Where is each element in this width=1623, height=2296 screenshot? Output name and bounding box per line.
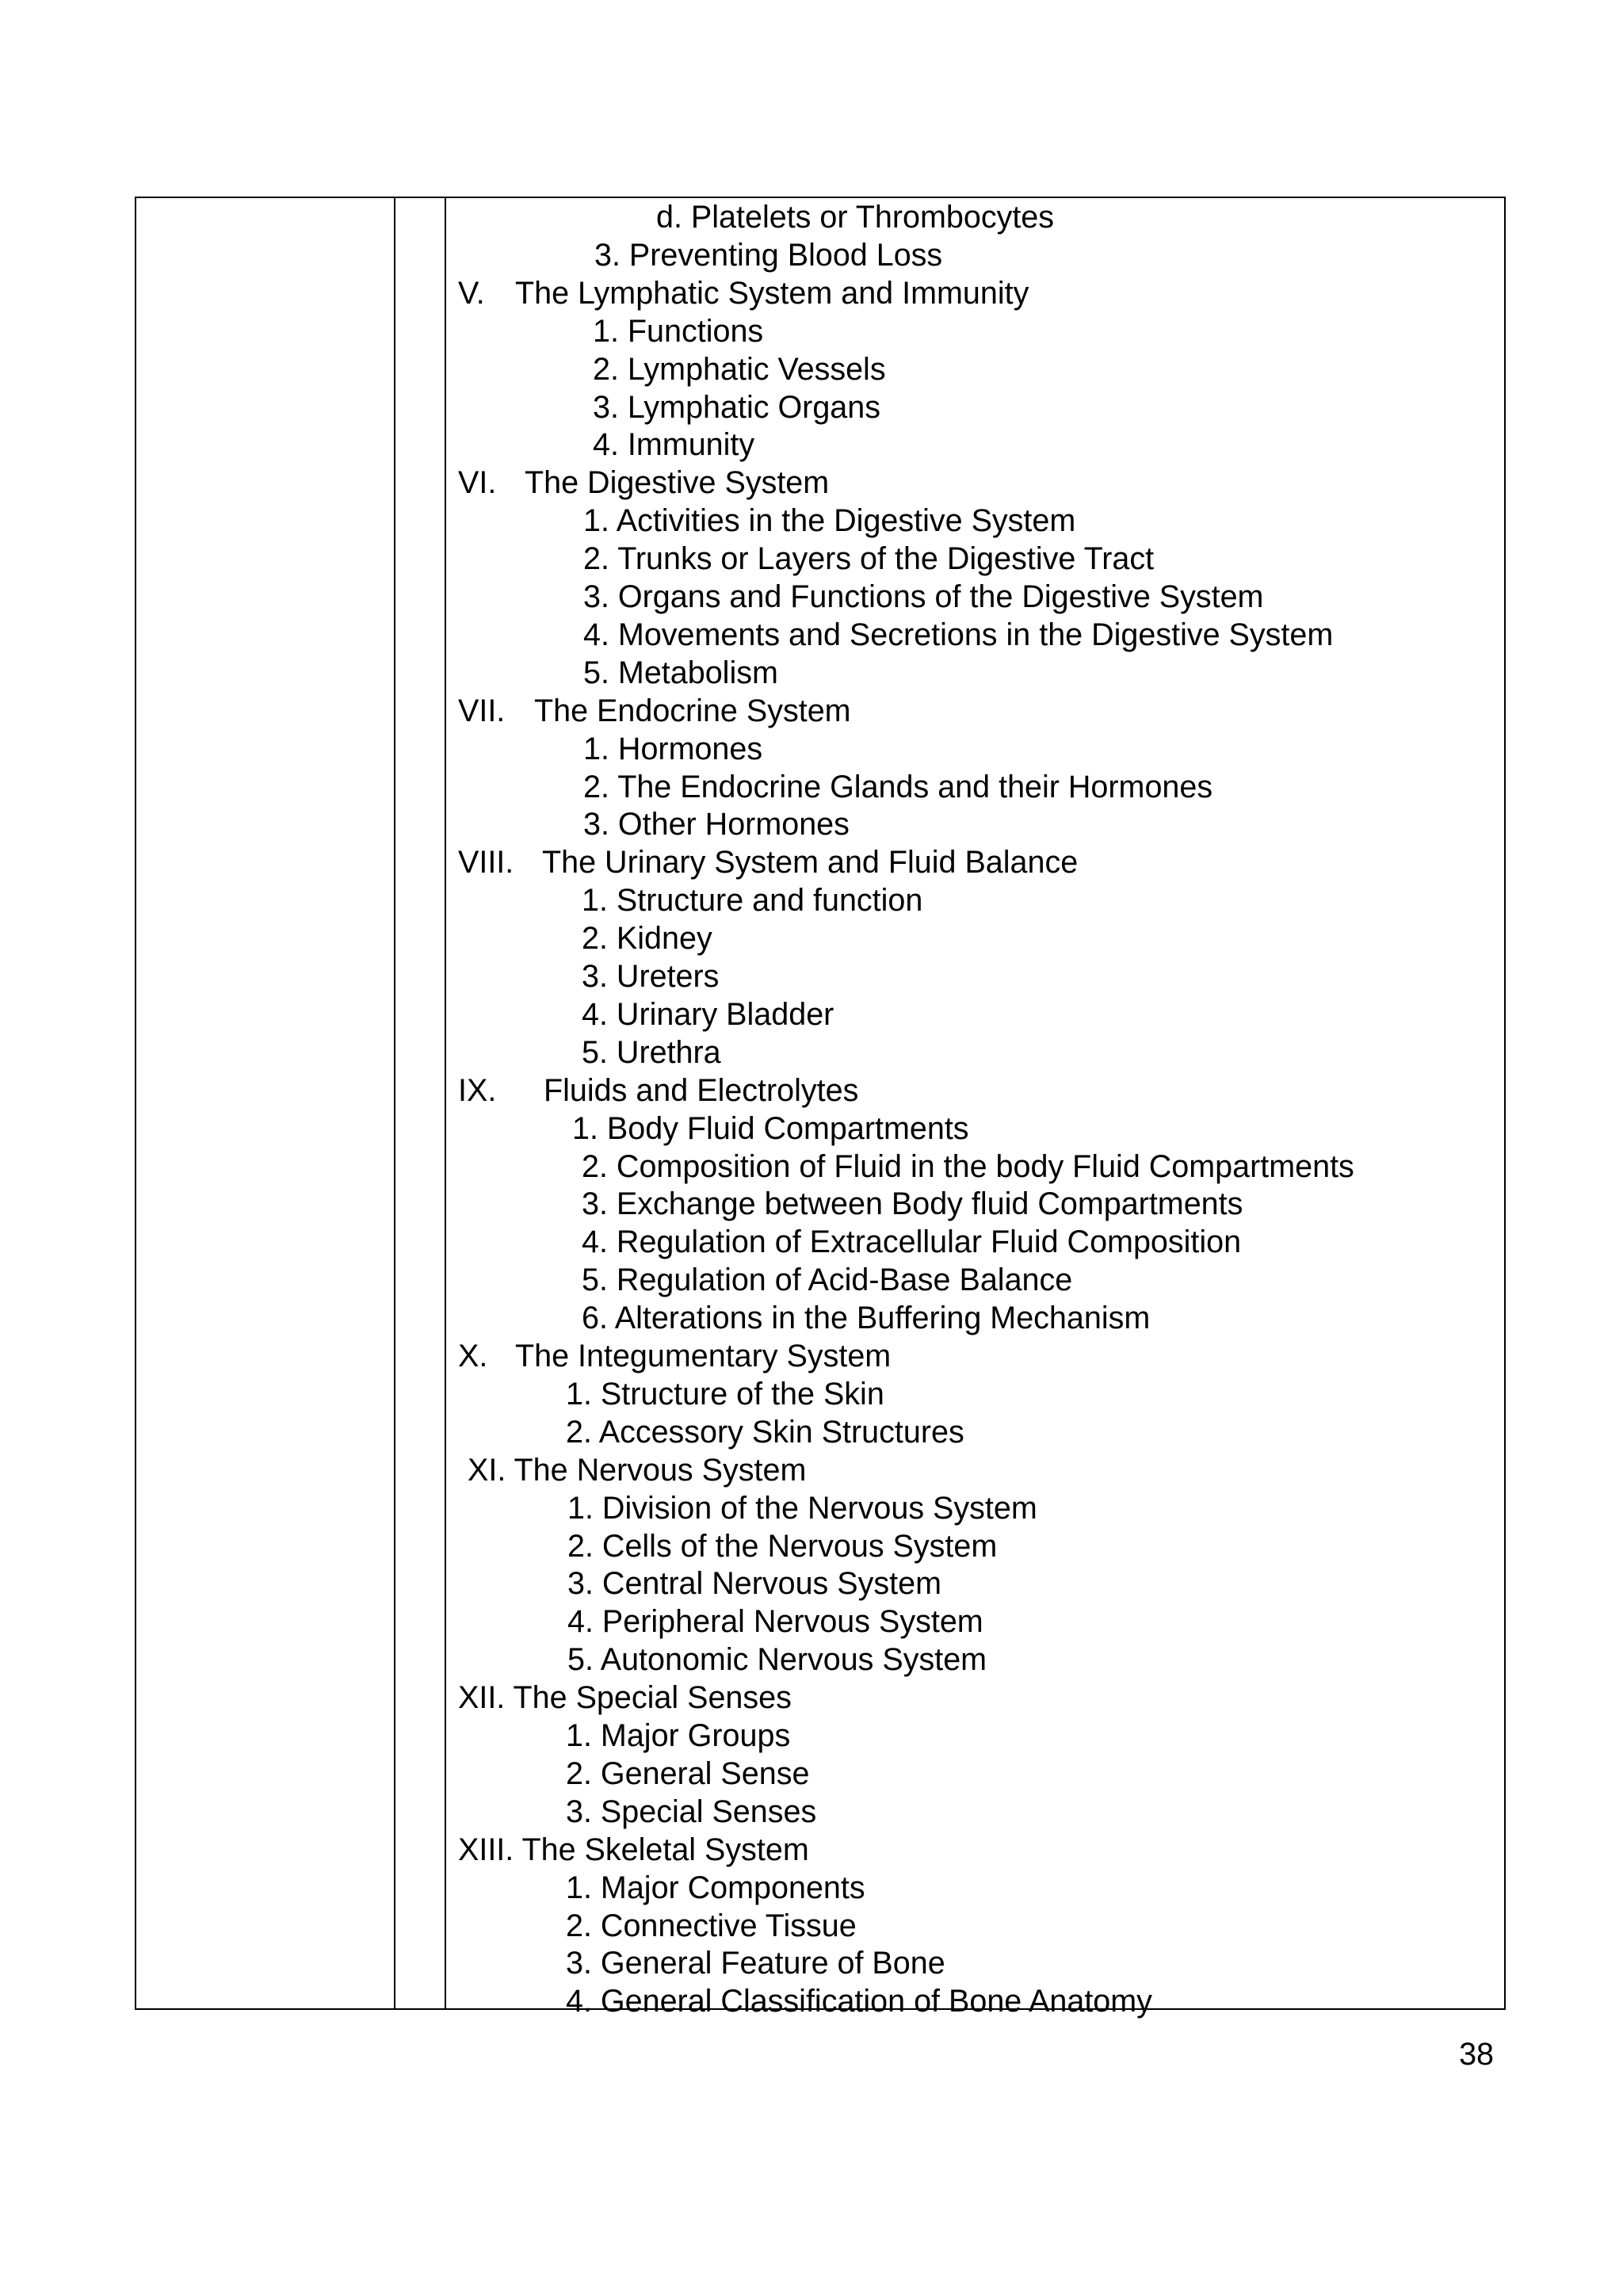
outline-item (593, 312, 763, 350)
outline-text: The Lymphatic System and Immunity (515, 275, 1029, 311)
outline-item (583, 654, 778, 692)
outline-text: 3. Ureters (582, 959, 720, 994)
outline-text: 3. General Feature of Bone (566, 1946, 945, 1981)
outline-text: 4. Urinary Bladder (582, 996, 834, 1032)
outline-text: 3. Other Hormones (583, 807, 850, 842)
outline-text: 3. Preventing Blood Loss (594, 237, 943, 273)
page-number: 38 (1459, 2037, 1494, 2072)
outline-text: 1. Activities in the Digestive System (583, 503, 1076, 539)
outline-item (593, 350, 886, 388)
outline-text: 1. Functions (593, 313, 764, 349)
outline-text: 2. Lymphatic Vessels (593, 351, 886, 387)
outline-item (582, 1185, 1243, 1223)
outline-text: XII. The Special Senses (458, 1680, 792, 1716)
outline-item (567, 1527, 997, 1565)
outline-text: 1. Structure and function (582, 883, 923, 919)
outline-text: 4. Regulation of Extracellular Fluid Composition (582, 1224, 1242, 1260)
table-cell-empty-1 (136, 197, 395, 2009)
outline-text: 2. The Endocrine Glands and their Hormones (583, 769, 1213, 804)
outline-text: 3. Central Nervous System (567, 1566, 941, 1602)
outline-text: 6. Alterations in the Buffering Mechanism (582, 1301, 1151, 1336)
outline-item (583, 540, 1154, 578)
outline-text: d. Platelets or Thrombocytes (656, 200, 1055, 235)
outline-text: Fluids and Electrolytes (544, 1072, 859, 1108)
outline-item (593, 388, 880, 426)
outline-item (582, 881, 922, 919)
outline-item (582, 1261, 1072, 1299)
outline-text: 1. Hormones (583, 731, 763, 766)
outline-text: 2. Connective Tissue (566, 1908, 857, 1943)
outline-item (566, 1982, 1152, 2020)
outline-heading (458, 464, 829, 502)
outline-item (594, 236, 942, 274)
outline-text: The Endocrine System (534, 693, 851, 728)
outline-heading-numeral: VI. (458, 465, 497, 501)
outline-text: 2. Trunks or Layers of the Digestive Tract (583, 541, 1155, 577)
outline-item (582, 1033, 721, 1072)
outline-item (583, 730, 762, 768)
outline-text: The Integumentary System (515, 1339, 892, 1373)
outline-heading-numeral: VII. (458, 693, 506, 728)
outline-heading-numeral: X. (458, 1339, 488, 1373)
outline-item (566, 1413, 964, 1451)
outline-item (593, 426, 754, 464)
outline-item (567, 1564, 941, 1603)
outline-text: 2. Cells of the Nervous System (567, 1528, 998, 1564)
outline-item (582, 957, 719, 995)
outline-text: 3. Exchange between Body fluid Compartments (582, 1186, 1243, 1222)
outline-item (583, 768, 1212, 806)
outline-item (566, 1944, 945, 1982)
outline-text: The Digestive System (525, 465, 830, 501)
outline-text: 4. Peripheral Nervous System (567, 1604, 983, 1640)
outline-item (458, 1679, 792, 1717)
outline-text: 1. Major Components (566, 1870, 865, 1905)
table-cell-empty-2 (395, 197, 445, 2009)
outline-text: 3. Lymphatic Organs (593, 389, 880, 425)
outline-heading (458, 1072, 858, 1110)
outline-heading (458, 692, 851, 730)
outline-text: 5. Autonomic Nervous System (567, 1642, 987, 1678)
outline-text: 1. Structure of the Skin (566, 1376, 884, 1412)
outline-text: 2. Composition of Fluid in the body Fluid Compartments (582, 1148, 1354, 1184)
outline-item (567, 1641, 987, 1679)
outline-item (656, 198, 1054, 236)
outline-text: 5. Regulation of Acid-Base Balance (582, 1263, 1073, 1298)
outline-heading-numeral: V. (458, 275, 485, 311)
outline-item (566, 1907, 857, 1945)
outline-text: 1. Body Fluid Compartments (572, 1110, 969, 1146)
outline-heading-numeral: VIII. (458, 845, 514, 881)
outline-item (458, 1831, 809, 1869)
outline-item (468, 1451, 806, 1489)
outline-item (566, 1375, 884, 1413)
outline-item (582, 919, 712, 957)
outline-text: 2. Kidney (582, 921, 712, 957)
outline-text: XI. The Nervous System (468, 1452, 807, 1488)
outline-text: 5. Metabolism (583, 655, 778, 690)
outline-item (582, 1223, 1241, 1261)
outline-heading (458, 843, 1078, 881)
outline-heading (458, 274, 1029, 312)
outline-text: 1. Major Groups (566, 1718, 791, 1753)
outline-text: 3. Special Senses (566, 1794, 817, 1829)
outline-item (582, 1148, 1354, 1186)
outline-item (583, 578, 1263, 616)
outline-item (566, 1755, 809, 1793)
outline-item (582, 995, 834, 1033)
outline-item (583, 502, 1075, 540)
outline-item (566, 1793, 816, 1831)
outline-text: 2. Accessory Skin Structures (566, 1414, 964, 1450)
outline-heading-numeral: IX. (458, 1072, 497, 1108)
outline-item (583, 805, 850, 843)
outline-item (566, 1717, 790, 1755)
outline-text: 1. Division of the Nervous System (567, 1490, 1037, 1526)
outline-item (566, 1869, 865, 1907)
outline-text: The Urinary System and Fluid Balance (542, 845, 1079, 881)
outline-text: 5. Urethra (582, 1034, 721, 1070)
outline-item (567, 1603, 983, 1641)
outline-text: 3. Organs and Functions of the Digestive System (583, 579, 1264, 614)
outline-text: 4. General Classification of Bone Anatomy (566, 1984, 1152, 2019)
outline-item (582, 1299, 1150, 1337)
outline-text: 4. Movements and Secretions in the Digestive System (583, 617, 1334, 652)
outline-item (583, 616, 1333, 654)
outline-item (572, 1110, 969, 1148)
outline-heading (458, 1337, 891, 1375)
outline-text: XIII. The Skeletal System (458, 1832, 809, 1867)
outline-item (567, 1489, 1037, 1527)
outline-text: 2. General Sense (566, 1755, 810, 1791)
outline-text: 4. Immunity (593, 427, 755, 463)
